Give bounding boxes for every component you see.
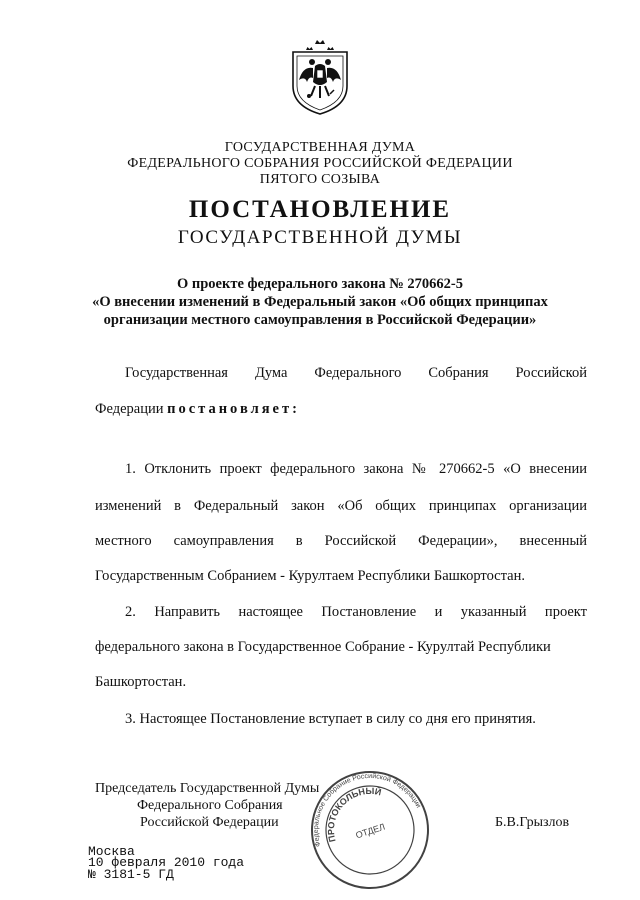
svg-text:ПРОТОКОЛЬНЫЙ: [314, 780, 394, 844]
preamble: [95, 364, 587, 382]
footer-date: 10 февраля 2010 года: [88, 855, 245, 870]
subject-line-2: «О внесении изменений в Федеральный закон «Об общих принципах: [92, 294, 548, 310]
preamble-line-1: Государственная Дума Федерального Собрания Российской: [125, 365, 587, 381]
point-2-line-1: 2. Направить настоящее Постановление и указанный проект: [125, 604, 587, 620]
point-3-line-1: 3. Настоящее Постановление вступает в силу со дня его принятия.: [125, 711, 536, 727]
footer-number: № 3181-5 ГД: [88, 867, 174, 882]
point-1-line-4: Государственным Собранием - Курултаем Республики Башкортостан.: [95, 568, 525, 584]
signatory-name: Б.В.Грызлов: [495, 815, 570, 830]
point-1: [95, 460, 587, 478]
point-1-line-1: 1. Отклонить проект федерального закона № 270662-5 «О внесении: [125, 461, 587, 477]
stamp-center-text: ОТДЕЛ: [354, 821, 387, 841]
point-2-line-3: Башкортостан.: [95, 674, 187, 690]
document-subject: [60, 275, 580, 329]
header-line-3: ПЯТОГО СОЗЫВА: [259, 172, 381, 187]
point-1-line-2: изменений в Федеральный закон «Об общих принципах организации: [95, 498, 587, 514]
preamble-line-2: Федерации: [95, 401, 164, 417]
header-line-2: ФЕДЕРАЛЬНОГО СОБРАНИЯ РОССИЙСКОЙ ФЕДЕРАЦИИ: [127, 156, 513, 171]
signature-title-line-1: Председатель Государственной Думы: [95, 781, 320, 796]
point-3: [95, 710, 587, 728]
point-1-line-3: местного самоуправления в Российской Федерации», внесенный: [95, 533, 587, 549]
resolves-word: постановляет:: [167, 401, 300, 417]
parliament-header: [0, 140, 640, 188]
point-2-line-2: федерального закона в Государственное Собрание - Курултай Республики: [95, 639, 551, 655]
header-line-1: ГОСУДАРСТВЕННАЯ ДУМА: [224, 140, 416, 155]
stamp-middle-text: ПРОТОКОЛЬНЫЙ: [325, 785, 383, 843]
state-emblem-icon: [285, 36, 355, 116]
point-2: [95, 603, 587, 621]
official-stamp: [300, 770, 440, 890]
preamble-2: [95, 400, 587, 418]
subject-line-3: организации местного самоуправления в Российской Федерации»: [103, 312, 537, 328]
document-subtitle: ГОСУДАРСТВЕННОЙ ДУМЫ: [177, 227, 463, 248]
subject-line-1: О проекте федерального закона № 270662-5: [176, 276, 464, 292]
stamp-outer-text: Федеральное Собрание Российской Федерации: [312, 772, 422, 848]
signature-title-line-3: Российской Федерации: [140, 815, 279, 830]
document-title: ПОСТАНОВЛЕНИЕ: [188, 196, 452, 223]
footer-city: Москва: [88, 844, 135, 859]
signature-title-line-2: Федерального Собрания: [137, 798, 283, 813]
